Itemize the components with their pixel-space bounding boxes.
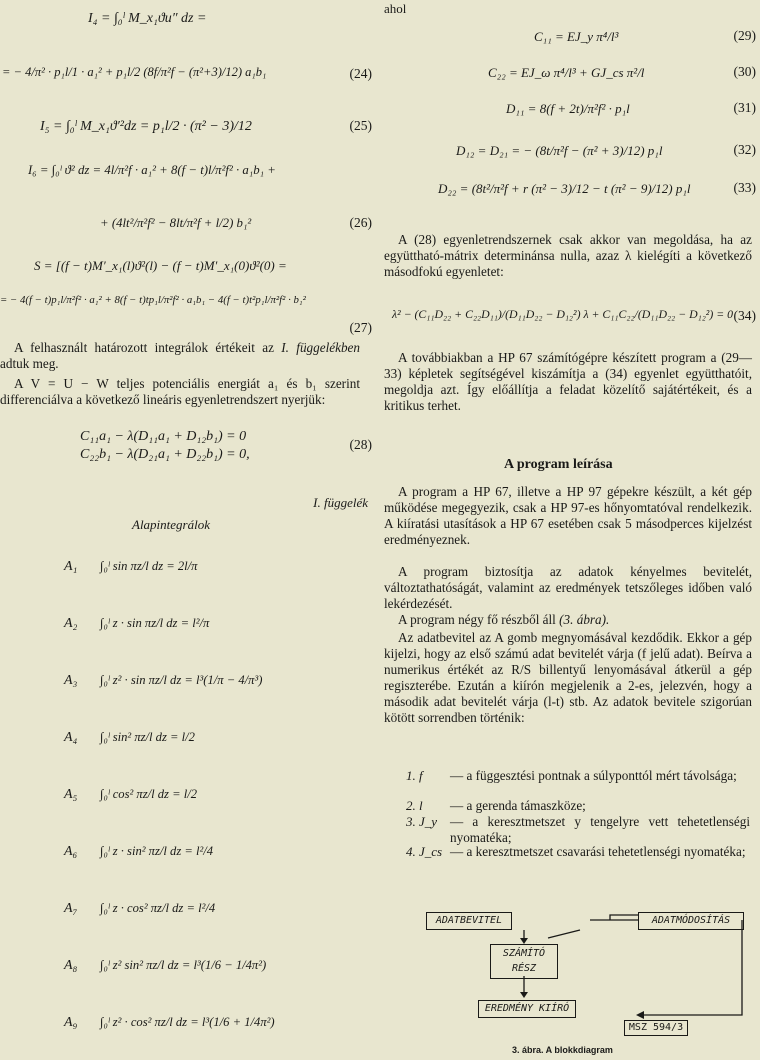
eq-28b: C₂₂b₁ − λ(D₂₁a₁ + D₂₂b₁) = 0,: [80, 447, 250, 462]
box-adatbevitel: ADATBEVITEL: [426, 912, 512, 930]
p1-text: A felhasznált határozott integrálok értékeit az: [14, 340, 274, 355]
integral-name: A₆: [64, 844, 78, 859]
integral-name: A₁: [64, 559, 78, 574]
integral-expression: ∫₀ˡ z² · cos² πz/l dz = l³(1/6 + 1/4π²): [100, 1015, 275, 1029]
integral-expression: ∫₀ˡ sin πz/l dz = 2l/π: [100, 559, 198, 573]
eq-num-27: (27): [349, 320, 372, 335]
list-text: — a gerenda támaszköze;: [450, 798, 586, 813]
equation-number: (33): [733, 180, 756, 195]
eq-i4: I₄ = ∫₀ˡ M_x₁ϑu″ dz =: [88, 11, 207, 26]
basic-integral-row: [0, 947, 372, 997]
equation-number: (29): [733, 28, 756, 43]
integral-name: A₅: [64, 787, 78, 802]
eq-i6: I₆ = ∫₀ˡ ϑ² dz = 4l/π²f · a₁² + 8(f − t)l/π²f² · a₁b₁ +: [28, 163, 276, 177]
eq-num-26: (26): [349, 215, 372, 230]
list-number: 1. f: [406, 768, 423, 783]
szamito-label-2: RÉSZ: [511, 963, 537, 974]
paragraph-input: Az adatbevitel az A gomb megnyomásával kezdődik. Ekkor a gép kijelzi, hogy az első számú adat bevitelét várja (f jelű adat). Beírva a numerikus értékét az R/S billentyű lenyomásával átkerül a gép regiszterébe. Ezután a kiírón megjelenik a 2-es, jelezvén, hogy a második adat bevitelét várja (l-t) stb. Az adatok bevitele szigorúan kötött sorrendben történik:: [384, 630, 752, 725]
eq-28a: C₁₁a₁ − λ(D₁₁a₁ + D₁₂b₁) = 0: [80, 429, 247, 444]
paragraph-determinant: A (28) egyenletrendszernek csak akkor van megoldása, ha az együttható-mátrix determinánsa nulla, azaz λ kielégíti a következő másodfokú egyenletet:: [384, 232, 752, 279]
integral-name: A₄: [64, 730, 78, 745]
eq-i6-cont: + (4lt²/π²f² − 8lt/π²f + l/2) b₁²: [100, 216, 252, 230]
integral-expression: ∫₀ˡ sin² πz/l dz = l/2: [100, 730, 195, 744]
figure-caption: 3. ábra. A blokkdiagram: [512, 1045, 613, 1055]
basic-integral-row: [0, 1004, 372, 1054]
appendix-title: I. függelék: [313, 495, 368, 510]
basic-integral-row: [0, 719, 372, 769]
integral-expression: ∫₀ˡ cos² πz/l dz = l/2: [100, 787, 198, 801]
paragraph-features: A program biztosítja az adatok kényelmes bevitelét, változtathatóságát, valamint az eredmények tetszőleges időben való lekérdezését.: [384, 564, 752, 611]
list-number: 3. J_y: [406, 814, 438, 829]
paragraph-energy: A V = U − W teljes potenciális energiát a₁ és b₁ szerint differenciálva a következő lineáris egyenletrendszert nyerjük:: [0, 376, 360, 407]
ahol-word: ahol: [384, 1, 407, 16]
eq-num-34: (34): [733, 308, 756, 323]
integral-name: A₂: [64, 616, 78, 631]
box-eredmeny-kiiro: EREDMÉNY KIÍRÓ: [478, 1000, 576, 1018]
integral-name: A₇: [64, 901, 78, 916]
integral-expression: ∫₀ˡ z² · sin πz/l dz = l³(1/π − 4/π³): [100, 673, 263, 687]
p7-ref: (3. ábra).: [559, 612, 610, 627]
block-diagram: [424, 900, 754, 1040]
szamito-label-1: SZÁMÍTÓ: [502, 948, 546, 959]
equation-number: (30): [733, 64, 756, 79]
equation-expression: C₂₂ = EJ_ω π⁴/l³ + GJ_cs π²/l: [488, 65, 645, 80]
eq-num-28: (28): [349, 437, 372, 452]
basic-integral-row: [0, 605, 372, 655]
box-msz: MSZ 594/3: [624, 1020, 688, 1036]
equation-expression: D₁₂ = D₂₁ = − (8t/π²f − (π² + 3)/12) p₁l: [456, 143, 663, 158]
list-text: — a függesztési pontnak a súlyponttól mért távolsága;: [450, 768, 737, 783]
box-szamito-resz: [490, 944, 558, 979]
eq-s-cont: = − 4(f − t)p₁l/π²f² · a₁² + 8(f − t)tp₁l/π²f² · a₁b₁ − 4(f − t)t²p₁l/π²f² · b₁²: [0, 294, 306, 306]
p1-end: adtuk meg.: [0, 356, 59, 371]
integral-name: A₈: [64, 958, 78, 973]
appendix-subtitle: Alapintegrálok: [132, 517, 210, 532]
list-number: 2. l: [406, 798, 423, 813]
eq-num-24: (24): [349, 66, 372, 81]
paragraph-program: A program a HP 67, illetve a HP 97 gépekre készült, a két gép működése megegyezik, csak a HP 97-es hőnyomtatóval rendelkezik. A kiíratási utasítások a HP 67 esetében csak 5 másodperces kijelzést eredményeznek.: [384, 484, 752, 547]
section-heading: A program leírása: [504, 457, 613, 472]
basic-integral-row: [0, 833, 372, 883]
eq-num-25: (25): [349, 118, 372, 133]
box-adatmodositas: ADATMÓDOSÍTÁS: [638, 912, 744, 930]
integral-expression: ∫₀ˡ z · sin² πz/l dz = l²/4: [100, 844, 214, 858]
integral-expression: ∫₀ˡ z² sin² πz/l dz = l³(1/6 − 1/4π²): [100, 958, 267, 972]
integral-expression: ∫₀ˡ z · sin πz/l dz = l²/π: [100, 616, 210, 630]
equation-expression: C₁₁ = EJ_y π⁴/l³: [534, 29, 619, 44]
integral-name: A₉: [64, 1015, 78, 1030]
basic-integral-row: [0, 890, 372, 940]
equation-expression: D₂₂ = (8t²/π²f + r (π² − 3)/12 − t (π² − 9)/12) p₁l: [438, 181, 691, 196]
eq-34: λ² − (C₁₁D₂₂ + C₂₂D₁₁)/(D₁₁D₂₂ − D₁₂²) λ + C₁₁C₂₂/(D₁₁D₂₂ − D₁₂²) = 0: [392, 307, 734, 321]
paragraph-parts: [384, 612, 752, 628]
basic-integral-row: [0, 662, 372, 712]
equation-number: (32): [733, 142, 756, 157]
list-text: — a keresztmetszet y tengelyre vett tehetetlenségi nyomatéka;: [450, 814, 750, 845]
list-number: 4. J_cs: [406, 844, 443, 859]
basic-integral-row: [0, 776, 372, 826]
eq-i4-cont: = − 4/π² · p₁l/1 · a₁² + p₁l/2 (8f/π²f − (π²+3)/12) a₁b₁: [2, 65, 267, 79]
eq-i5: I₅ = ∫₀ˡ M_x₁ϑ′²dz = p₁l/2 · (π² − 3)/12: [40, 119, 252, 134]
p1-italic: I. függelékben: [281, 340, 361, 355]
paragraph-hp67: A továbbiakban a HP 67 számítógépre készített program a (29—33) képletek segítségével kiszámítja a (34) egyenlet együtthatóit, megoldja azt. Így előállítja a feladat közelítő sajátértékeit, és a kritikus terhet.: [384, 350, 752, 413]
integral-expression: ∫₀ˡ z · cos² πz/l dz = l²/4: [100, 901, 216, 915]
p7-text: A program négy fő részből áll: [398, 612, 560, 627]
paragraph-integrals: [0, 340, 360, 372]
list-text: — a keresztmetszet csavarási tehetetlenségi nyomatéka;: [450, 844, 746, 859]
equation-number: (31): [733, 100, 756, 115]
basic-integral-row: [0, 548, 372, 598]
integral-name: A₃: [64, 673, 78, 688]
equation-expression: D₁₁ = 8(f + 2t)/π²f² · p₁l: [506, 101, 630, 116]
eq-s: S = [(f − t)M′_x₁(l)ϑ²(l) − (f − t)M′_x₁(0)ϑ²(0) =: [34, 258, 287, 273]
